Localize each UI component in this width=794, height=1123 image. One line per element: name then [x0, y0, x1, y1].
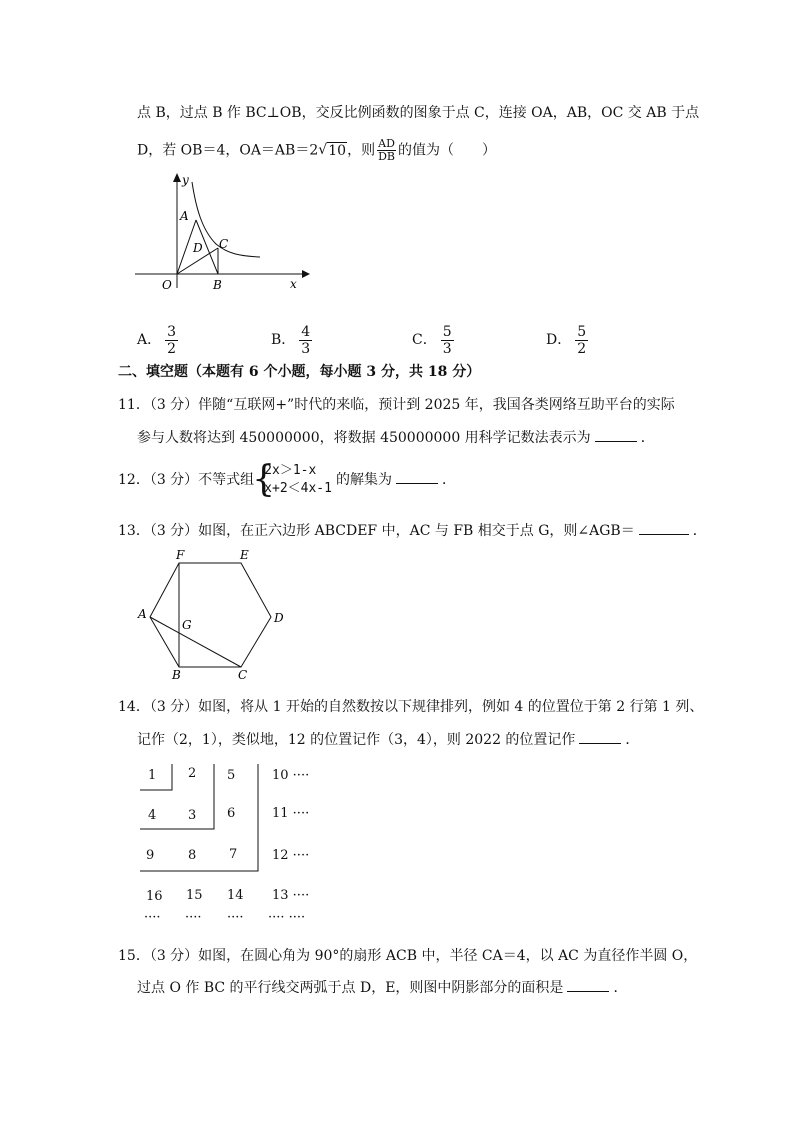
q11-text-line2 — [137, 427, 655, 448]
x-axis-arrow — [302, 270, 310, 278]
q11-answer-blank[interactable] — [595, 427, 637, 442]
ad-over-db-fraction — [377, 138, 396, 163]
q11-end: ． — [640, 430, 655, 446]
cell-8: 8 — [188, 848, 197, 863]
cell-6: 6 — [227, 806, 236, 821]
y-axis-arrow — [173, 173, 181, 182]
option-a-fraction — [165, 324, 178, 357]
cell-13: 13 ···· — [272, 888, 310, 903]
option-c-fraction — [441, 324, 454, 357]
cell-9: 9 — [146, 848, 155, 863]
q15-text-line1: 15．（3 分）如图，在圆心角为 90°的扇形 ACB 中，半径 CA＝4，以 AC 为直径作半圆 O， — [118, 948, 698, 964]
q15-answer-blank[interactable] — [567, 977, 609, 992]
label-f: F — [176, 548, 185, 562]
inequality-2: x+2＜4x-1 — [264, 481, 332, 496]
cell-2: 2 — [188, 766, 197, 781]
cell-10: 10 ···· — [272, 768, 310, 783]
option-d-den: 2 — [577, 340, 587, 357]
q12-pre: 12．（3 分）不等式组 — [118, 472, 255, 488]
option-a-num: 3 — [167, 323, 177, 340]
q10-graph — [130, 168, 315, 296]
option-c-num: 5 — [442, 323, 452, 340]
q14-text-line1: 14．（3 分）如图，将从 1 开始的自然数按以下规律排列，例如 4 的位置位于第 2 行第 1 列、 — [118, 699, 704, 715]
q12-answer-blank[interactable] — [396, 469, 438, 484]
number-spiral-grid — [138, 760, 338, 930]
option-b-fraction — [299, 324, 312, 357]
option-d[interactable] — [546, 322, 588, 358]
ellipsis-col2: ···· — [185, 910, 202, 925]
option-c-letter: C． — [412, 332, 437, 348]
cell-5: 5 — [227, 768, 236, 783]
option-d-num: 5 — [577, 323, 587, 340]
grid-lines — [138, 760, 268, 880]
option-b-num: 4 — [301, 323, 311, 340]
option-b-letter: B． — [271, 332, 296, 348]
label-b: B — [172, 668, 181, 682]
cell-7: 7 — [229, 847, 238, 862]
q15-end: ． — [613, 980, 628, 996]
label-d: D — [193, 241, 203, 255]
label-e: E — [240, 548, 249, 562]
q12-text — [118, 460, 456, 500]
option-a-den: 2 — [167, 340, 177, 357]
q10-text-line1: 点 B，过点 B 作 BC⊥OB，交反比例函数的图象于点 C，连接 OA，AB，OC 交 AB 于点 — [137, 105, 700, 121]
q15-text-line2 — [137, 977, 627, 998]
inequality-1: { 2x＞1-x — [264, 463, 317, 478]
ellipsis-col3: ···· — [227, 910, 244, 925]
label-a: A — [138, 607, 147, 621]
q12-end: ． — [441, 472, 456, 488]
q10-line2-post: 的值为（ ） — [397, 142, 496, 159]
q14-answer-blank[interactable] — [579, 729, 621, 744]
q14-end: ． — [625, 732, 640, 748]
cell-16: 16 — [146, 889, 163, 904]
label-y: y — [182, 173, 189, 187]
label-o: O — [162, 278, 172, 292]
label-g: G — [182, 618, 192, 632]
cell-4: 4 — [148, 808, 157, 823]
q12-post: 的解集为 — [335, 472, 392, 488]
q11-line2-text: 参与人数将达到 450000000，将数据 450000000 用科学记数法表示为 — [137, 430, 591, 446]
cell-11: 11 ···· — [272, 806, 310, 821]
cell-15: 15 — [186, 888, 203, 903]
q10-line2-pre: D，若 OB＝4，OA＝AB＝2 — [137, 142, 319, 159]
segment-ac — [150, 617, 241, 667]
label-b: B — [213, 278, 222, 292]
q10-line2-mid: ，则 — [347, 142, 376, 159]
ellipsis-col4: ···· ···· — [268, 910, 306, 925]
label-c: C — [238, 668, 248, 682]
hexagon-figure — [130, 545, 295, 685]
option-d-letter: D． — [546, 332, 572, 348]
q15-line2-text: 过点 O 作 BC 的平行线交两弧于点 D，E，则图中阴影部分的面积是 — [137, 980, 564, 996]
bracket-3 — [140, 764, 258, 871]
hexagon-abcdef — [150, 563, 271, 667]
cell-14: 14 — [227, 888, 244, 903]
q14-text-line2 — [137, 729, 639, 750]
option-b-den: 3 — [301, 340, 311, 357]
fraction-numerator: AD — [378, 137, 395, 150]
option-d-fraction — [575, 324, 588, 357]
cell-3: 3 — [188, 808, 197, 823]
q14-line2-text: 记作（2，1），类似地，12 的位置记作（3，4），则 2022 的位置记作 — [137, 732, 576, 748]
section-heading-fill-in: 二、填空题（本题有 6 个小题，每小题 3 分，共 18 分） — [118, 364, 481, 380]
option-c-den: 3 — [442, 340, 452, 357]
fraction-denominator: DB — [378, 150, 395, 163]
q13-answer-blank[interactable] — [639, 520, 689, 535]
label-d: D — [274, 611, 284, 625]
cell-1: 1 — [148, 768, 157, 783]
option-a-letter: A． — [137, 332, 162, 348]
cell-12: 12 ···· — [272, 848, 310, 863]
ellipsis-col1: ···· — [144, 910, 161, 925]
inequality-system — [254, 462, 332, 498]
q13-end: ． — [692, 523, 707, 539]
q13-line1: 13．（3 分）如图，在正六边形 ABCDEF 中，AC 与 FB 相交于点 G，则∠AGB＝ — [118, 523, 635, 539]
q10-text-line2 — [137, 138, 496, 163]
sqrt-ten — [318, 141, 347, 161]
option-b[interactable] — [271, 322, 312, 358]
sqrt-value: 10 — [328, 142, 347, 159]
q11-text-line1: 11．（3 分）伴随“互联网+”时代的来临，预计到 2025 年，我国各类网络互助平台的实际 — [118, 397, 675, 413]
label-a: A — [180, 209, 189, 223]
label-x: x — [290, 277, 297, 291]
option-a[interactable] — [137, 322, 178, 358]
option-c[interactable] — [412, 322, 454, 358]
label-c: C — [219, 237, 229, 251]
q13-text — [118, 520, 707, 541]
